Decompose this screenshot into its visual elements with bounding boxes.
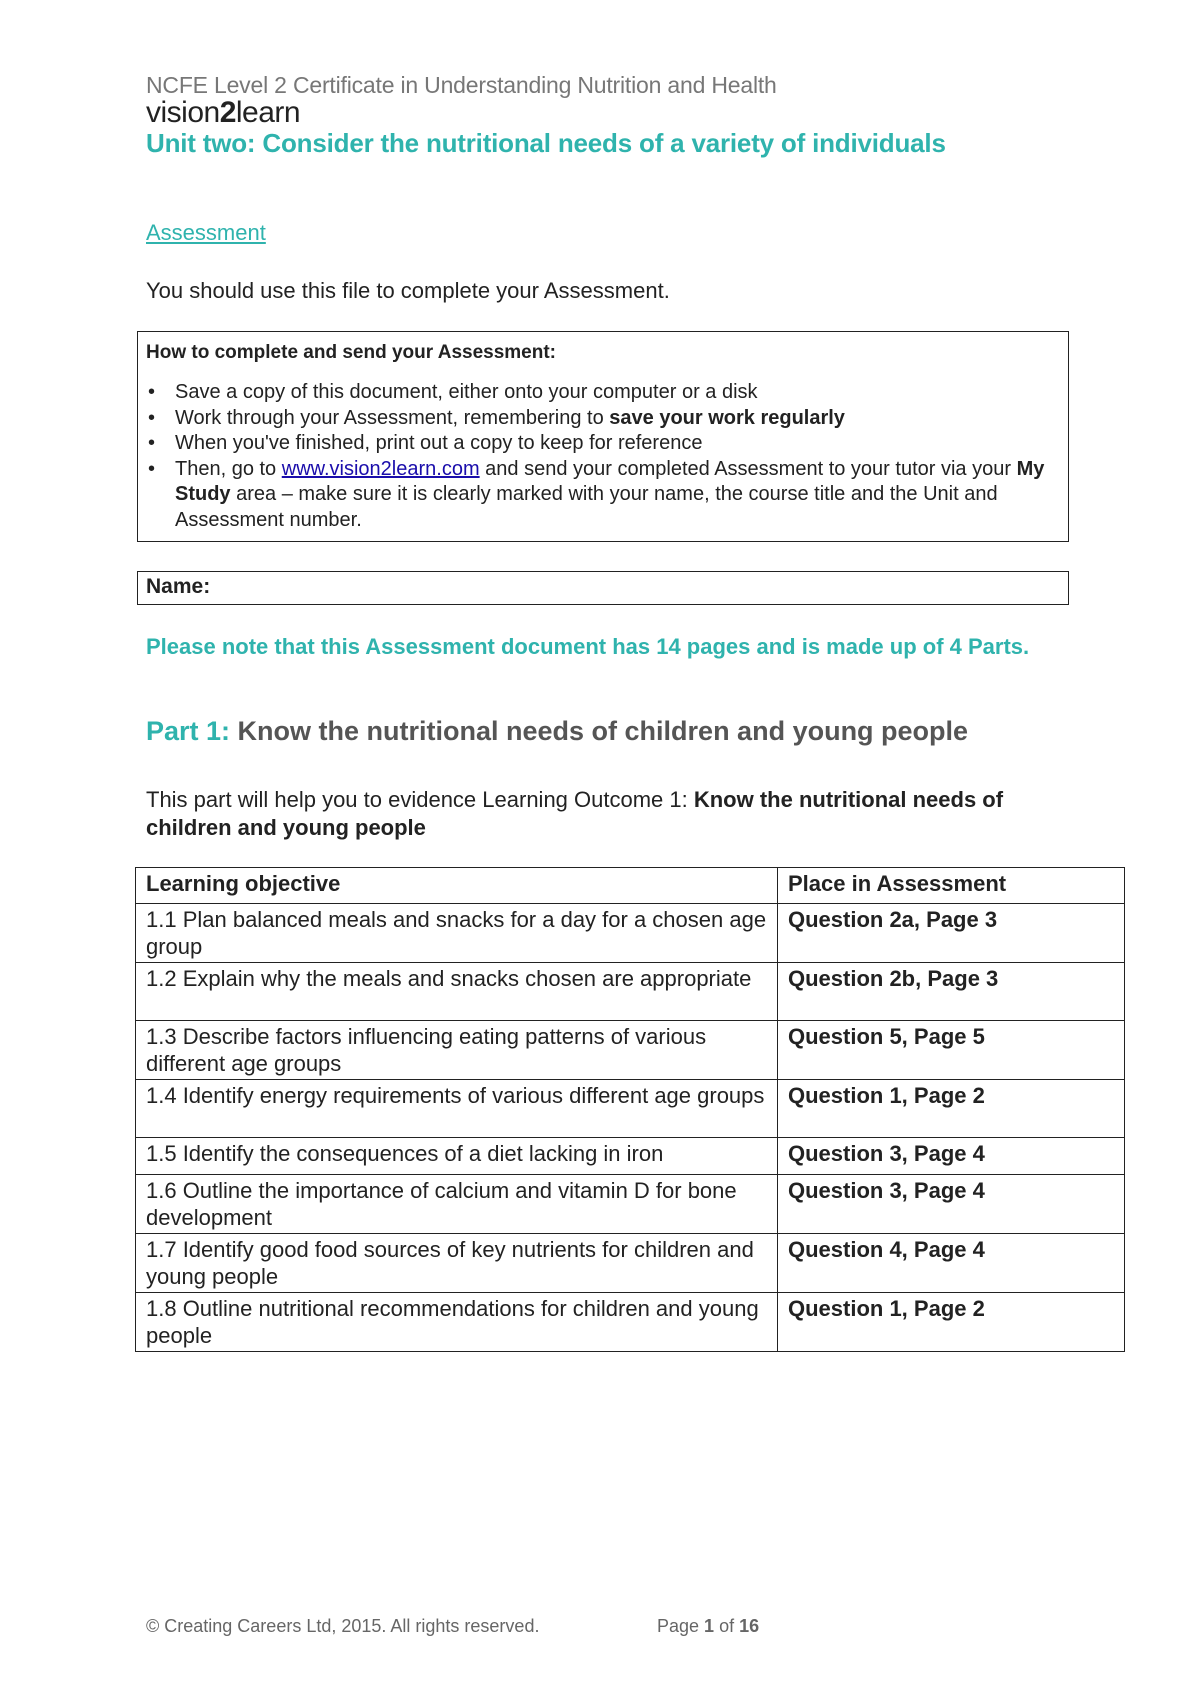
place-cell: Question 3, Page 4	[778, 1138, 1125, 1175]
learning-outcome-text	[146, 786, 1046, 842]
objectives-table	[135, 867, 1125, 1352]
objective-cell: 1.2 Explain why the meals and snacks chosen are appropriate	[136, 963, 778, 1021]
objective-cell: 1.7 Identify good food sources of key nutrients for children and young people	[136, 1234, 778, 1293]
objective-cell: 1.3 Describe factors influencing eating patterns of various different age groups	[136, 1021, 778, 1080]
instruction-text: and send your completed Assessment to your tutor via your	[479, 457, 1017, 480]
objective-cell: 1.4 Identify energy requirements of various different age groups	[136, 1080, 778, 1138]
logo-two: 2	[219, 96, 236, 129]
table-row	[136, 963, 1125, 1021]
instruction-text: Save a copy of this document, either onto your computer or a disk	[175, 381, 758, 403]
logo-prefix: vision	[146, 96, 220, 129]
of-word: of	[714, 1616, 740, 1636]
course-header: NCFE Level 2 Certificate in Understanding Nutrition and Health	[146, 72, 777, 98]
intro-text: You should use this file to complete your Assessment.	[146, 278, 670, 303]
logo-suffix: learn	[235, 96, 301, 129]
header-learning-objective: Learning objective	[136, 868, 778, 904]
instruction-item	[146, 406, 1060, 432]
table-row	[136, 1293, 1125, 1352]
objective-cell: 1.6 Outline the importance of calcium and vitamin D for bone development	[136, 1175, 778, 1234]
place-cell: Question 4, Page 4	[778, 1234, 1125, 1293]
table-row	[136, 904, 1125, 963]
instruction-bold: My Study	[175, 457, 1045, 505]
objective-cell: 1.5 Identify the consequences of a diet lacking in iron	[136, 1138, 778, 1175]
unit-title: Unit two: Consider the nutritional needs of a variety of individuals	[146, 128, 946, 158]
footer-page-number	[657, 1616, 759, 1637]
place-cell: Question 1, Page 2	[778, 1080, 1125, 1138]
instructions-box	[137, 331, 1069, 542]
page-count-note: Please note that this Assessment document has 14 pages and is made up of 4 Parts.	[146, 634, 1030, 659]
part1-title: Know the nutritional needs of children and young people	[230, 716, 969, 746]
part1-heading	[146, 716, 968, 747]
place-cell: Question 2a, Page 3	[778, 904, 1125, 963]
instructions-title: How to complete and send your Assessment:	[146, 342, 556, 363]
instruction-text: Then, go to	[175, 457, 282, 480]
outcome-intro: This part will help you to evidence Learning Outcome 1:	[146, 787, 694, 812]
instruction-item	[146, 457, 1060, 534]
place-cell: Question 3, Page 4	[778, 1175, 1125, 1234]
place-cell: Question 1, Page 2	[778, 1293, 1125, 1352]
page-word: Page	[657, 1616, 705, 1636]
table-row	[136, 1138, 1125, 1175]
table-row	[136, 1021, 1125, 1080]
instruction-item	[146, 431, 1060, 457]
instruction-text: area – make sure it is clearly marked with your name, the course title and the Unit and Assessment number.	[175, 483, 998, 531]
table-row	[136, 1234, 1125, 1293]
footer-copyright: © Creating Careers Ltd, 2015. All rights reserved.	[146, 1616, 540, 1636]
instruction-item	[146, 380, 1060, 406]
part1-number: Part 1:	[146, 716, 231, 746]
name-label: Name:	[146, 575, 211, 598]
instruction-bold: save your work regularly	[609, 406, 845, 429]
place-cell: Question 5, Page 5	[778, 1021, 1125, 1080]
current-page: 1	[704, 1616, 715, 1636]
instruction-text: When you've finished, print out a copy to keep for reference	[175, 432, 703, 454]
instructions-list	[146, 380, 1060, 533]
place-cell: Question 2b, Page 3	[778, 963, 1125, 1021]
header-place-in-assessment: Place in Assessment	[778, 868, 1125, 904]
objective-cell: 1.8 Outline nutritional recommendations for children and young people	[136, 1293, 778, 1352]
total-pages: 16	[739, 1616, 760, 1636]
table-header-row	[136, 868, 1125, 904]
table-row	[136, 1080, 1125, 1138]
objective-cell: 1.1 Plan balanced meals and snacks for a day for a chosen age group	[136, 904, 778, 963]
assessment-heading: Assessment	[146, 220, 266, 245]
outcome-name: Know the nutritional needs of children and young people	[146, 787, 1004, 840]
vision2learn-logo	[146, 96, 300, 130]
vision2learn-link[interactable]: www.vision2learn.com	[281, 457, 480, 480]
instruction-text: Work through your Assessment, remembering to	[175, 406, 610, 429]
table-row	[136, 1175, 1125, 1234]
name-field[interactable]	[137, 571, 1069, 605]
